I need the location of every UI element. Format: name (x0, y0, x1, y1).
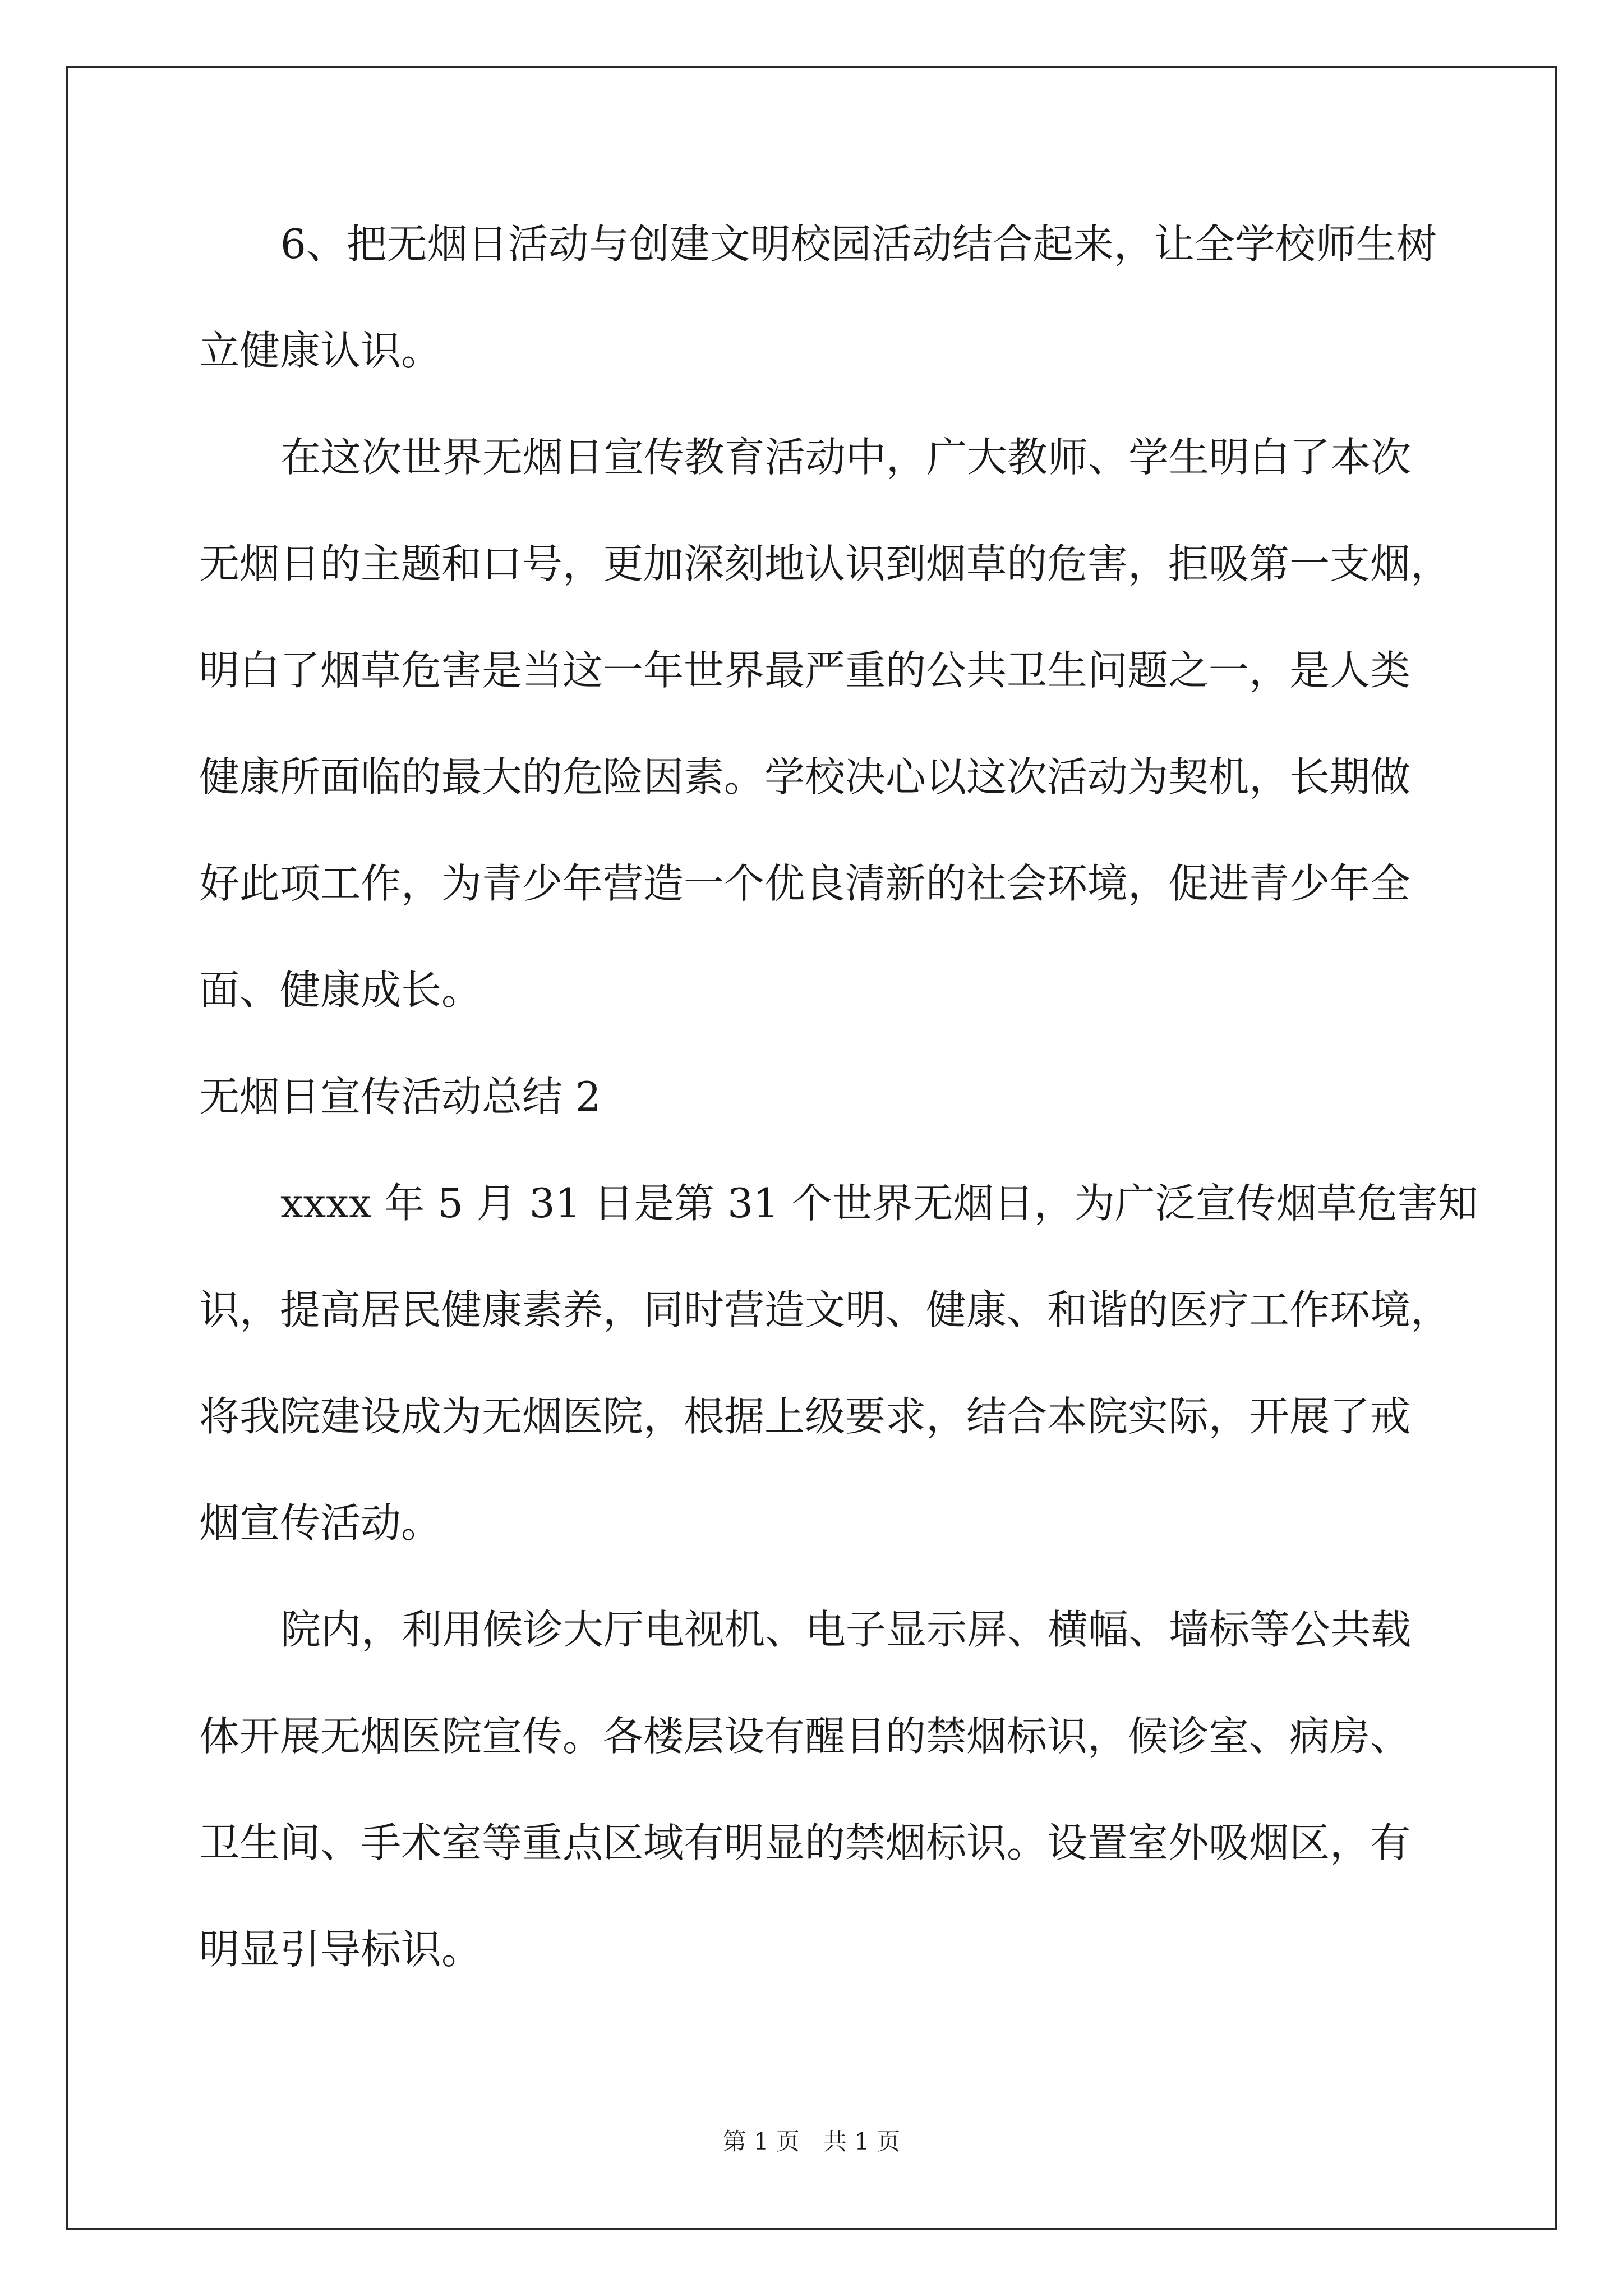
paragraph-line: 烟宣传活动。 (199, 1499, 442, 1547)
paragraph-line: 明白了烟草危害是当这一年世界最严重的公共卫生问题之一，是人类 (199, 647, 1411, 694)
paragraph-line: 6、把无烟日活动与创建文明校园活动结合起来，让全学校师生树 (280, 220, 1437, 268)
paragraph-line: 将我院建设成为无烟医院，根据上级要求，结合本院实际，开展了戒 (199, 1393, 1411, 1440)
paragraph-line: 无烟日的主题和口号，更加深刻地认识到烟草的危害，拒吸第一支烟， (199, 540, 1451, 587)
paragraph-line: 明显引导标识。 (199, 1926, 482, 1973)
paragraph-line: 好此项工作，为青少年营造一个优良清新的社会环境，促进青少年全 (199, 860, 1411, 907)
paragraph-line: 卫生间、手术室等重点区域有明显的禁烟标识。设置室外吸烟区，有 (199, 1819, 1411, 1866)
paragraph-line: xxxx 年 5 月 31 日是第 31 个世界无烟日，为广泛宣传烟草危害知 (280, 1180, 1478, 1227)
page-border (66, 66, 1557, 2230)
paragraph-line: 识，提高居民健康素养，同时营造文明、健康、和谐的医疗工作环境， (199, 1286, 1451, 1333)
paragraph-line: 面、健康成长。 (199, 967, 482, 1014)
paragraph-line: 健康所面临的最大的危险因素。学校决心以这次活动为契机，长期做 (199, 753, 1411, 800)
paragraph-line: 院内，利用候诊大厅电视机、电子显示屏、横幅、墙标等公共载 (280, 1606, 1412, 1653)
paragraph-line: 体开展无烟医院宣传。各楼层设有醒目的禁烟标识，候诊室、病房、 (199, 1713, 1411, 1760)
paragraph-line: 在这次世界无烟日宣传教育活动中，广大教师、学生明白了本次 (280, 434, 1412, 481)
paragraph-line: 立健康认识。 (199, 327, 442, 374)
section-heading: 无烟日宣传活动总结 2 (199, 1073, 601, 1120)
page-footer: 第 1 页 共 1 页 (722, 2128, 901, 2155)
